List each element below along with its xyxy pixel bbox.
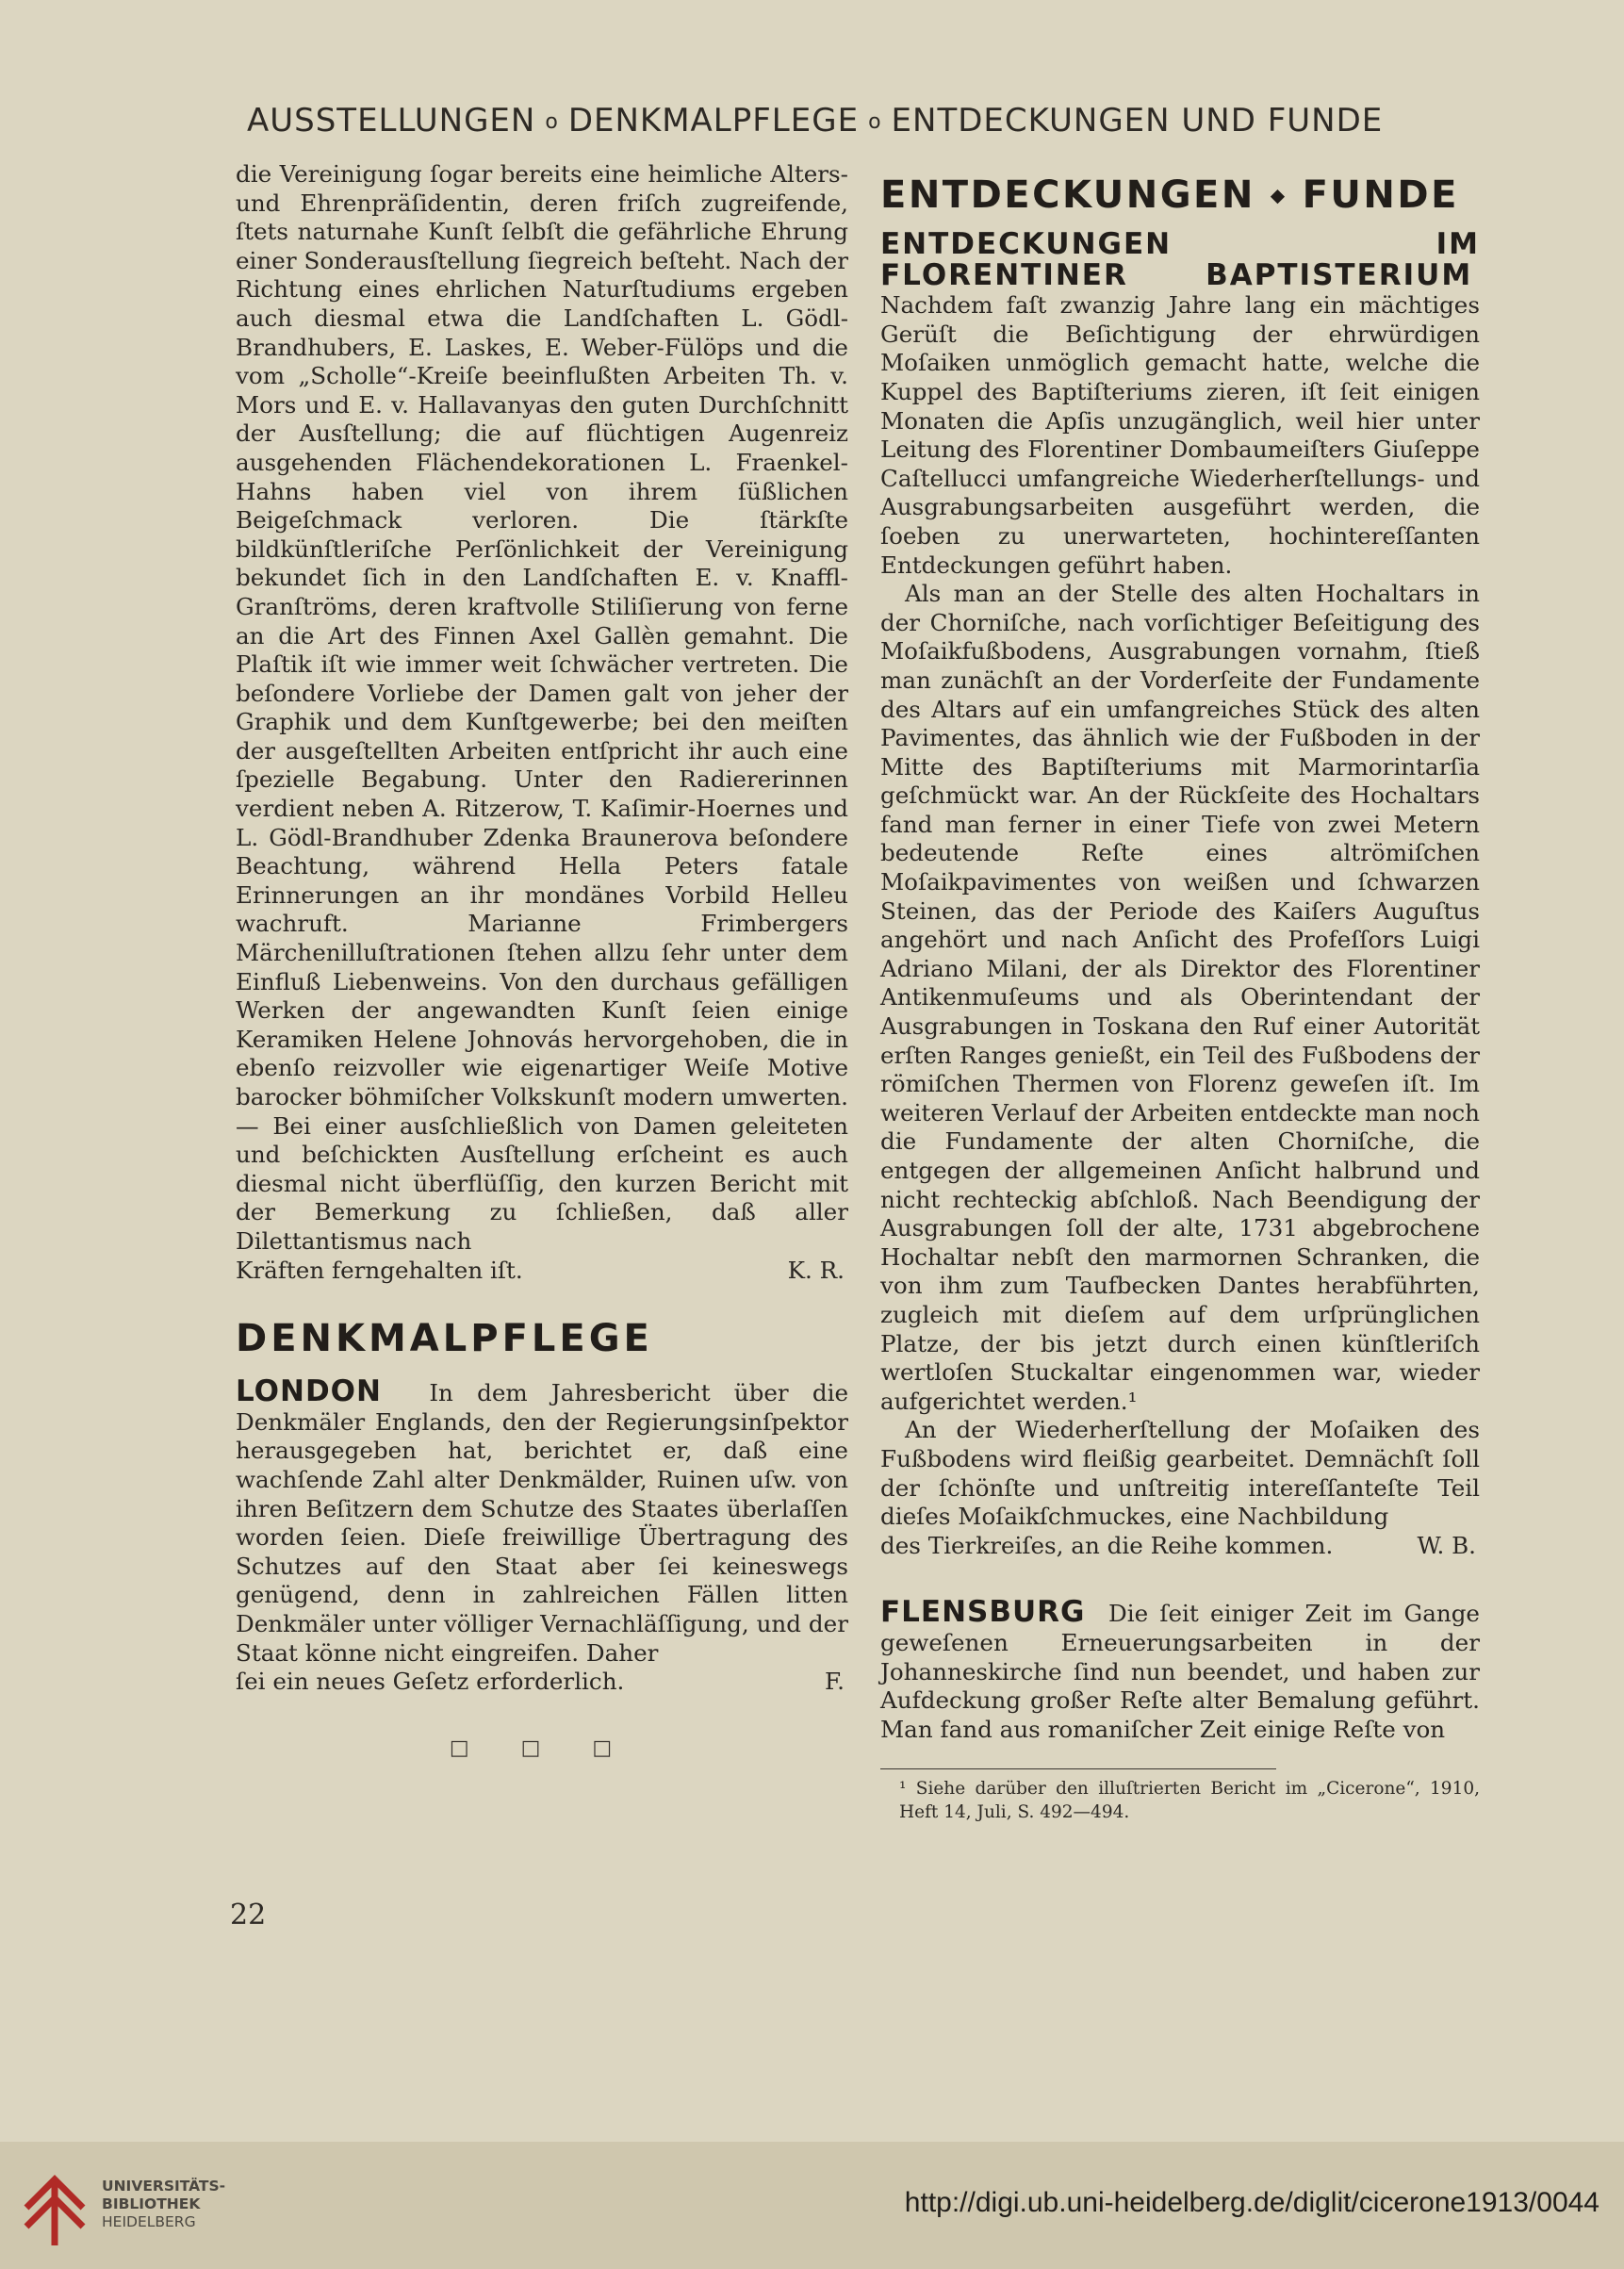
header-part-exhibitions: AUSSTELLUNGEN (247, 102, 536, 140)
library-name (102, 2178, 225, 2231)
florence-signature: W. B. (1417, 1531, 1476, 1559)
library-footer (0, 2142, 1624, 2269)
running-header (247, 102, 1491, 140)
london-last-line: ſei ein neues Geſetz erforderlich. (236, 1668, 625, 1696)
flensburg-article (880, 1595, 1480, 1744)
florence-text: Nachdem faſt zwanzig Jahre lang ein mächtiges Gerüſt die Beſichtigung der ehrwürdigen Moſaiken unmöglich gemacht hatte, welche die Kuppel des Baptiſteriums zieren, iſt ſeit einigen Monaten die Apſis unzugänglich, weil hier unter Leitung des Florentiner Dombaumeiſters Giuſeppe Caſtellucci umfangreiche Wiederherſtellungs- und Ausgrabungsarbeiten ausgeführt werden, die ſoeben zu unerwarteten, hochintereſſanten Entdeckungen geführt haben. (880, 291, 1480, 579)
florence-article (880, 227, 1480, 580)
header-separator-2: o (868, 110, 882, 134)
header-part-discoveries: ENTDECKUNGEN UND FUNDE (891, 102, 1384, 140)
florence-last-line: des Tierkreiſes, an die Reihe kommen. (880, 1531, 1334, 1559)
section-end-ornament: □ □ □ (449, 1735, 635, 1760)
section-title-denkmalpflege: DENKMALPFLEGE (236, 1317, 653, 1361)
exhibition-review-last-line: Kräften ferngehalten iſt. (236, 1256, 523, 1284)
article-spacer (880, 1560, 1480, 1598)
london-heading: LONDON (236, 1374, 382, 1409)
london-signature: F. (824, 1668, 845, 1696)
london-article (236, 1374, 848, 1668)
exhibition-review-signature: K. R. (787, 1256, 845, 1284)
university-library-logo-icon (19, 2159, 90, 2249)
header-separator-1: o (545, 110, 559, 134)
london-closing (236, 1668, 848, 1697)
header-part-monument-care: DENKMALPFLEGE (567, 102, 860, 140)
right-column (880, 173, 1480, 1824)
section-title-entdeckungen-funde: ENTDECKUNGEN ⬩ FUNDE (880, 173, 1459, 217)
footnote: ¹ Siehe darüber den illuſtrierten Bericht im „Cicerone“, 1910, Heft 14, Juli, S. 492—494. (899, 1779, 1480, 1823)
exhibition-review-text: die Vereinigung ſogar bereits eine heimliche Alters- und Ehrenpräſidentin, deren friſch zugreifende, ſtets naturnahe Kunſt ſelbſt die gefährliche Ehrung einer Sonderausſtellung ſiegreich beſteht. Nach der Richtung eines ehrlichen Naturſtudiums ergeben auch diesmal etwa die Landſchaften L. Gödl-Brandhubers, E. Laskes, E. Weber-Fülöps und die vom „Scholle“-Kreiſe beeinflußten Arbeiten Th. v. Mors und E. v. Hallavanyas den guten Durchſchnitt der Ausſtellung; die auf flüchtigen Augenreiz ausgehenden Flächendekorationen L. Fraenkel-Hahns haben viel von ihrem ſüßlichen Beigeſchmack verloren. Die ſtärkſte bildkünſtleriſche Perſönlichkeit der Vereinigung bekundet ſich in den Landſchaften E. v. Knaffl-Granſtröms, deren kraftvolle Stiliſierung von ferne an die Art des Finnen Axel Gallèn gemahnt. Die Plaſtik iſt wie immer weit ſchwächer vertreten. Die beſondere Vorliebe der Damen galt von jeher der Graphik und dem Kunſtgewerbe; bei den meiſten der ausgeſtellten Arbeiten entſpricht ihr auch eine ſpezielle Begabung. Unter den Radiererinnen verdient neben A. Ritzerow, T. Kaſimir-Hoernes und L. Gödl-Brandhuber Zdenka Braunerova beſondere Beachtung, während Hella Peters fatale Erinnerungen an ihr mondänes Vorbild Helleu wachruft. Marianne Frimbergers Märchenilluſtrationen ſtehen allzu ſehr unter dem Einfluß Liebenweins. Von den durchaus gefälligen Werken der angewandten Kunſt ſeien einige Keramiken Helene Johnovás hervorgehoben, die in ebenſo reizvoller wie eigenartiger Weiſe Motive barocker böhmiſcher Volkskunſt modern umwerten. — Bei einer ausſchließlich von Damen geleiteten und beſchickten Ausſtellung erſcheint es auch diesmal nicht überflüſſig, den kurzen Bericht mit der Bemerkung zu ſchließen, daß aller Dilettantismus nach (236, 160, 848, 1255)
library-name-line-3: HEIDELBERG (102, 2213, 196, 2230)
footnote-rule (880, 1768, 1276, 1769)
page-number: 22 (230, 1899, 267, 1932)
exhibition-review-closing (236, 1257, 848, 1286)
florence-closing (880, 1532, 1480, 1561)
library-name-line-1: UNIVERSITÄTS- (102, 2178, 226, 2195)
florence-paragraph-2: Als man an der Stelle des alten Hochaltars in der Chorniſche, nach vorſichtiger Beſeitigung des Moſaikfußbodens, Ausgrabungen vornahm, ſtieß man zunächſt an der Vorderſeite der Fundamente des Altars auf ein umfangreiches Stück des alten Pavimentes, das ähnlich wie der Fußboden in der Mitte des Baptiſteriums mit Marmorintarſia geſchmückt war. An der Rückſeite des Hochaltars fand man ferner in einer Tiefe von zwei Metern bedeutende Reſte eines altrömiſchen Moſaikpavimentes von weißen und ſchwarzen Steinen, das der Periode des Kaiſers Auguſtus angehört und nach Anſicht des Profeſſors Luigi Adriano Milani, der als Direktor des Florentiner Antikenmuſeums und als Oberintendant der Ausgrabungen in Toskana den Ruf einer Autorität erſten Ranges genießt, ein Teil des Fußbodens der römiſchen Thermen von Florenz geweſen iſt. Im weiteren Verlauf der Arbeiten entdeckte man noch die Fundamente der alten Chorniſche, die entgegen der allgemeinen Anſicht halbrund und nicht rechteckig abſchloß. Nach Beendigung der Ausgrabungen ſoll der alte, 1731 abgebrochene Hochaltar nebſt den marmornen Schranken, die von ihm zum Taufbecken Dantes herabführten, zugleich mit dieſem auf dem urſprünglichen Platze, der bis jetzt durch einen künſtleriſch wertloſen Stuckaltar eingenommen war, wieder aufgerichtet werden.¹ (880, 580, 1480, 1415)
library-name-line-2: BIBLIOTHEK (102, 2195, 201, 2212)
left-column (236, 160, 848, 1763)
florence-heading: ENTDECKUNGEN IM FLORENTINER BAPTISTERIUM (880, 227, 1480, 292)
permalink-url[interactable]: http://digi.ub.uni-heidelberg.de/diglit/cicerone1913/0044 (904, 2187, 1599, 2218)
flensburg-heading: FLENSBURG (880, 1595, 1086, 1630)
florence-paragraph-3: An der Wiederherſtellung der Moſaiken des Fußbodens wird fleißig gearbeitet. Demnächſt ſoll der ſchönſte und unſtreitig intereſſanteſte Teil dieſes Moſaikſchmuckes, eine Nachbildung (880, 1416, 1480, 1531)
london-text: In dem Jahresbericht über die Denkmäler Englands, den der Regierungsinſpektor herausgegeben hat, berichtet er, daß eine wachſende Zahl alter Denkmälder, Ruinen uſw. von ihren Beſitzern dem Schutze des Staates überlaſſen worden ſeien. Dieſe freiwillige Übertragung des Schutzes auf den Staat aber ſei keineswegs genügend, denn in zahlreichen Fällen litten Denkmäler unter völliger Vernachläſſigung, und der Staat könne nicht eingreifen. Daher (236, 1379, 848, 1667)
flensburg-text: Die ſeit einiger Zeit im Gange geweſenen Erneuerungsarbeiten in der Johanneskirche ſind nun beendet, und haben zur Aufdeckung großer Reſte alter Bemalung geführt. Man fand aus romaniſcher Zeit einige Reſte von (880, 1600, 1480, 1743)
